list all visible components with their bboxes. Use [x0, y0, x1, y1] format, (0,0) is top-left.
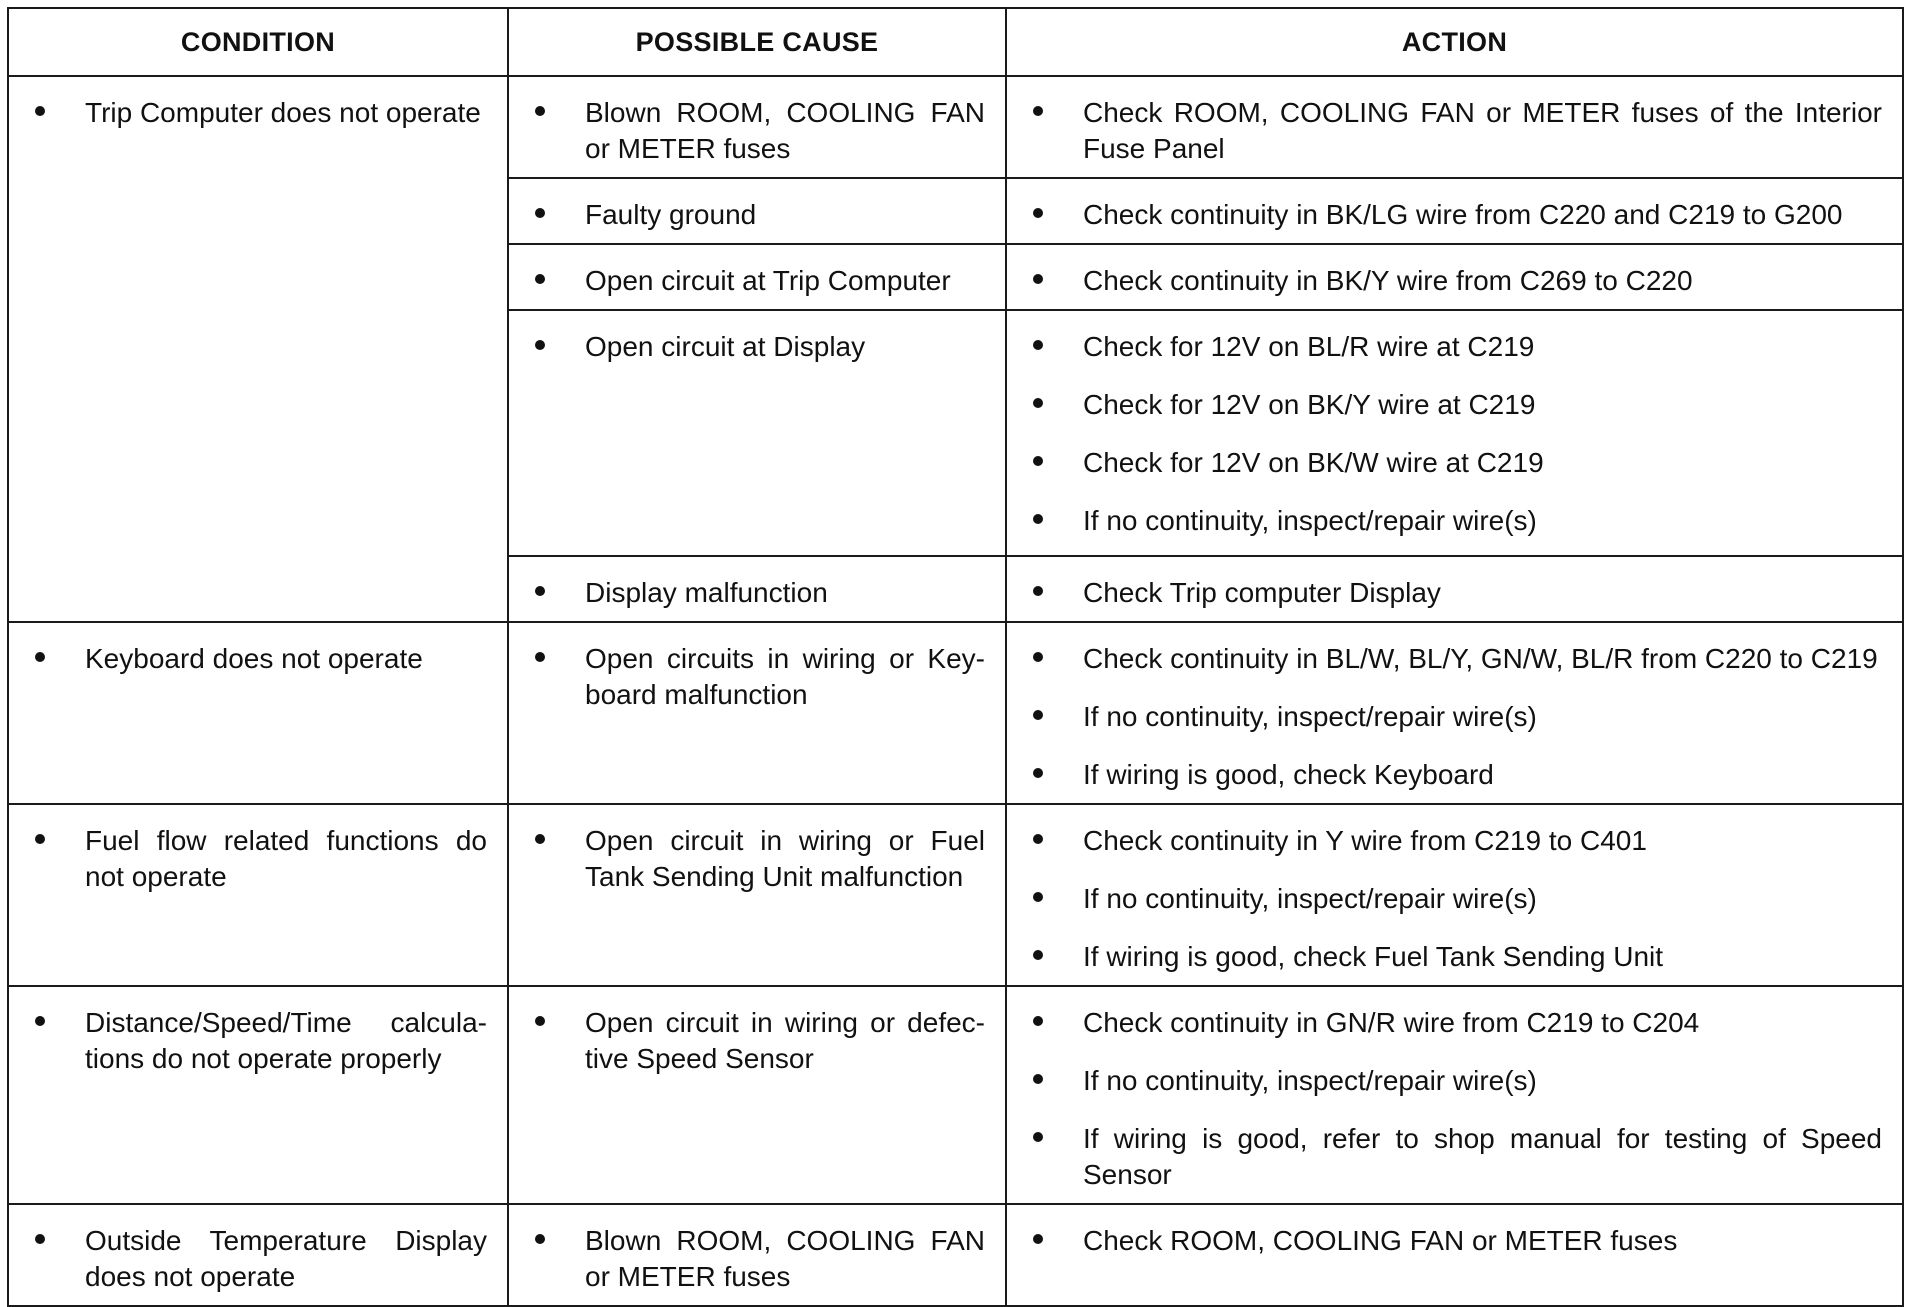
action-item — [1033, 1005, 1882, 1041]
action-cell — [1006, 556, 1903, 622]
bullet-icon — [535, 340, 545, 350]
cause-text: Faulty ground — [585, 199, 757, 230]
bullet-icon — [1033, 456, 1043, 466]
action-text: Check for 12V on BK/Y wire at C219 — [1083, 389, 1536, 420]
bullet-icon — [535, 1234, 545, 1244]
action-text: Check continuity in BK/LG wire from C220 and C219 to G200 — [1083, 199, 1843, 230]
cause-text: Blown ROOM, COOLING FAN or METER fuses — [585, 97, 985, 164]
possible-cause-cell — [508, 76, 1006, 178]
action-text: Check continuity in GN/R wire from C219 to C204 — [1083, 1007, 1700, 1038]
action-item — [1033, 575, 1882, 611]
condition-text: Fuel flow related functions do not operate — [85, 825, 487, 892]
cause-item — [535, 329, 985, 365]
bullet-icon — [1033, 208, 1043, 218]
header-possible-cause: POSSIBLE CAUSE — [508, 8, 1006, 76]
condition-cell — [8, 804, 508, 986]
action-item — [1033, 445, 1882, 481]
bullet-icon — [1033, 514, 1043, 524]
action-item — [1033, 757, 1882, 793]
condition-item — [35, 95, 487, 131]
action-item — [1033, 329, 1882, 365]
action-cell — [1006, 986, 1903, 1204]
bullet-icon — [1033, 652, 1043, 662]
action-text: If wiring is good, check Keyboard — [1083, 759, 1494, 790]
table-row — [8, 622, 1903, 804]
cause-item — [535, 823, 985, 895]
table-row — [8, 1204, 1903, 1306]
condition-item — [35, 641, 487, 677]
cause-item — [535, 641, 985, 713]
condition-cell — [8, 986, 508, 1204]
action-text: Check ROOM, COOLING FAN or METER fuses of the Interior Fuse Panel — [1083, 97, 1882, 164]
possible-cause-cell — [508, 622, 1006, 804]
possible-cause-cell — [508, 310, 1006, 556]
action-item — [1033, 1121, 1882, 1193]
bullet-icon — [1033, 892, 1043, 902]
action-text: Check continuity in BK/Y wire from C269 to C220 — [1083, 265, 1693, 296]
condition-cell — [8, 622, 508, 804]
action-text: If no continuity, inspect/repair wire(s) — [1083, 505, 1537, 536]
bullet-icon — [535, 106, 545, 116]
cause-text: Open circuit in wiring or Fuel Tank Sending Unit malfunction — [585, 825, 985, 892]
action-item — [1033, 197, 1882, 233]
troubleshooting-table — [7, 7, 1904, 1307]
table-row — [8, 804, 1903, 986]
bullet-icon — [1033, 1016, 1043, 1026]
bullet-icon — [1033, 1234, 1043, 1244]
bullet-icon — [535, 834, 545, 844]
action-item — [1033, 641, 1882, 677]
action-cell — [1006, 804, 1903, 986]
possible-cause-cell — [508, 178, 1006, 244]
action-item — [1033, 823, 1882, 859]
cause-item — [535, 1223, 985, 1295]
cause-text: Open circuits in wiring or Key-board malfunction — [585, 643, 985, 710]
condition-text: Outside Temperature Display does not operate — [85, 1225, 487, 1292]
bullet-icon — [535, 208, 545, 218]
bullet-icon — [1033, 710, 1043, 720]
action-text: If no continuity, inspect/repair wire(s) — [1083, 883, 1537, 914]
possible-cause-cell — [508, 1204, 1006, 1306]
action-item — [1033, 881, 1882, 917]
action-item — [1033, 387, 1882, 423]
condition-cell — [8, 1204, 508, 1306]
action-text: Check Trip computer Display — [1083, 577, 1441, 608]
action-item — [1033, 263, 1882, 299]
cause-item — [535, 197, 985, 233]
cause-item — [535, 1005, 985, 1077]
bullet-icon — [1033, 274, 1043, 284]
condition-item — [35, 823, 487, 895]
action-text: Check for 12V on BL/R wire at C219 — [1083, 331, 1535, 362]
condition-text: Keyboard does not operate — [85, 643, 423, 674]
cause-text: Open circuit in wiring or defec-tive Speed Sensor — [585, 1007, 985, 1074]
bullet-icon — [35, 834, 45, 844]
cause-text: Display malfunction — [585, 577, 828, 608]
bullet-icon — [1033, 1132, 1043, 1142]
action-text: If no continuity, inspect/repair wire(s) — [1083, 701, 1537, 732]
bullet-icon — [535, 1016, 545, 1026]
action-text: If no continuity, inspect/repair wire(s) — [1083, 1065, 1537, 1096]
bullet-icon — [535, 586, 545, 596]
possible-cause-cell — [508, 804, 1006, 986]
bullet-icon — [1033, 398, 1043, 408]
action-item — [1033, 699, 1882, 735]
header-action: ACTION — [1006, 8, 1903, 76]
action-item — [1033, 95, 1882, 167]
possible-cause-cell — [508, 986, 1006, 1204]
bullet-icon — [35, 652, 45, 662]
action-item — [1033, 1223, 1882, 1259]
action-cell — [1006, 76, 1903, 178]
cause-text: Blown ROOM, COOLING FAN or METER fuses — [585, 1225, 985, 1292]
header-row — [8, 8, 1903, 76]
bullet-icon — [35, 1016, 45, 1026]
bullet-icon — [535, 274, 545, 284]
bullet-icon — [1033, 106, 1043, 116]
action-cell — [1006, 622, 1903, 804]
action-text: If wiring is good, check Fuel Tank Sending Unit — [1083, 941, 1664, 972]
bullet-icon — [535, 652, 545, 662]
action-text: Check continuity in BL/W, BL/Y, GN/W, BL/R from C220 to C219 — [1083, 643, 1878, 674]
troubleshooting-document — [7, 7, 1902, 1292]
cause-item — [535, 575, 985, 611]
condition-cell — [8, 76, 508, 622]
condition-item — [35, 1223, 487, 1295]
possible-cause-cell — [508, 244, 1006, 310]
cause-item — [535, 263, 985, 299]
condition-text: Distance/Speed/Time calcula-tions do not operate properly — [85, 1007, 487, 1074]
action-item — [1033, 939, 1882, 975]
action-item — [1033, 503, 1882, 539]
action-cell — [1006, 244, 1903, 310]
action-text: Check for 12V on BK/W wire at C219 — [1083, 447, 1544, 478]
action-cell — [1006, 1204, 1903, 1306]
action-cell — [1006, 310, 1903, 556]
condition-text: Trip Computer does not operate — [85, 97, 481, 128]
action-text: Check continuity in Y wire from C219 to C401 — [1083, 825, 1647, 856]
cause-item — [535, 95, 985, 167]
cause-text: Open circuit at Display — [585, 331, 866, 362]
cause-text: Open circuit at Trip Computer — [585, 265, 951, 296]
action-cell — [1006, 178, 1903, 244]
header-condition: CONDITION — [8, 8, 508, 76]
table-row — [8, 986, 1903, 1204]
action-text: If wiring is good, refer to shop manual for testing of Speed Sensor — [1083, 1123, 1882, 1190]
possible-cause-cell — [508, 556, 1006, 622]
bullet-icon — [1033, 834, 1043, 844]
condition-item — [35, 1005, 487, 1077]
bullet-icon — [1033, 768, 1043, 778]
bullet-icon — [35, 1234, 45, 1244]
bullet-icon — [1033, 1074, 1043, 1084]
action-text: Check ROOM, COOLING FAN or METER fuses — [1083, 1225, 1678, 1256]
bullet-icon — [1033, 340, 1043, 350]
bullet-icon — [35, 106, 45, 116]
bullet-icon — [1033, 950, 1043, 960]
bullet-icon — [1033, 586, 1043, 596]
action-item — [1033, 1063, 1882, 1099]
table-row — [8, 76, 1903, 178]
